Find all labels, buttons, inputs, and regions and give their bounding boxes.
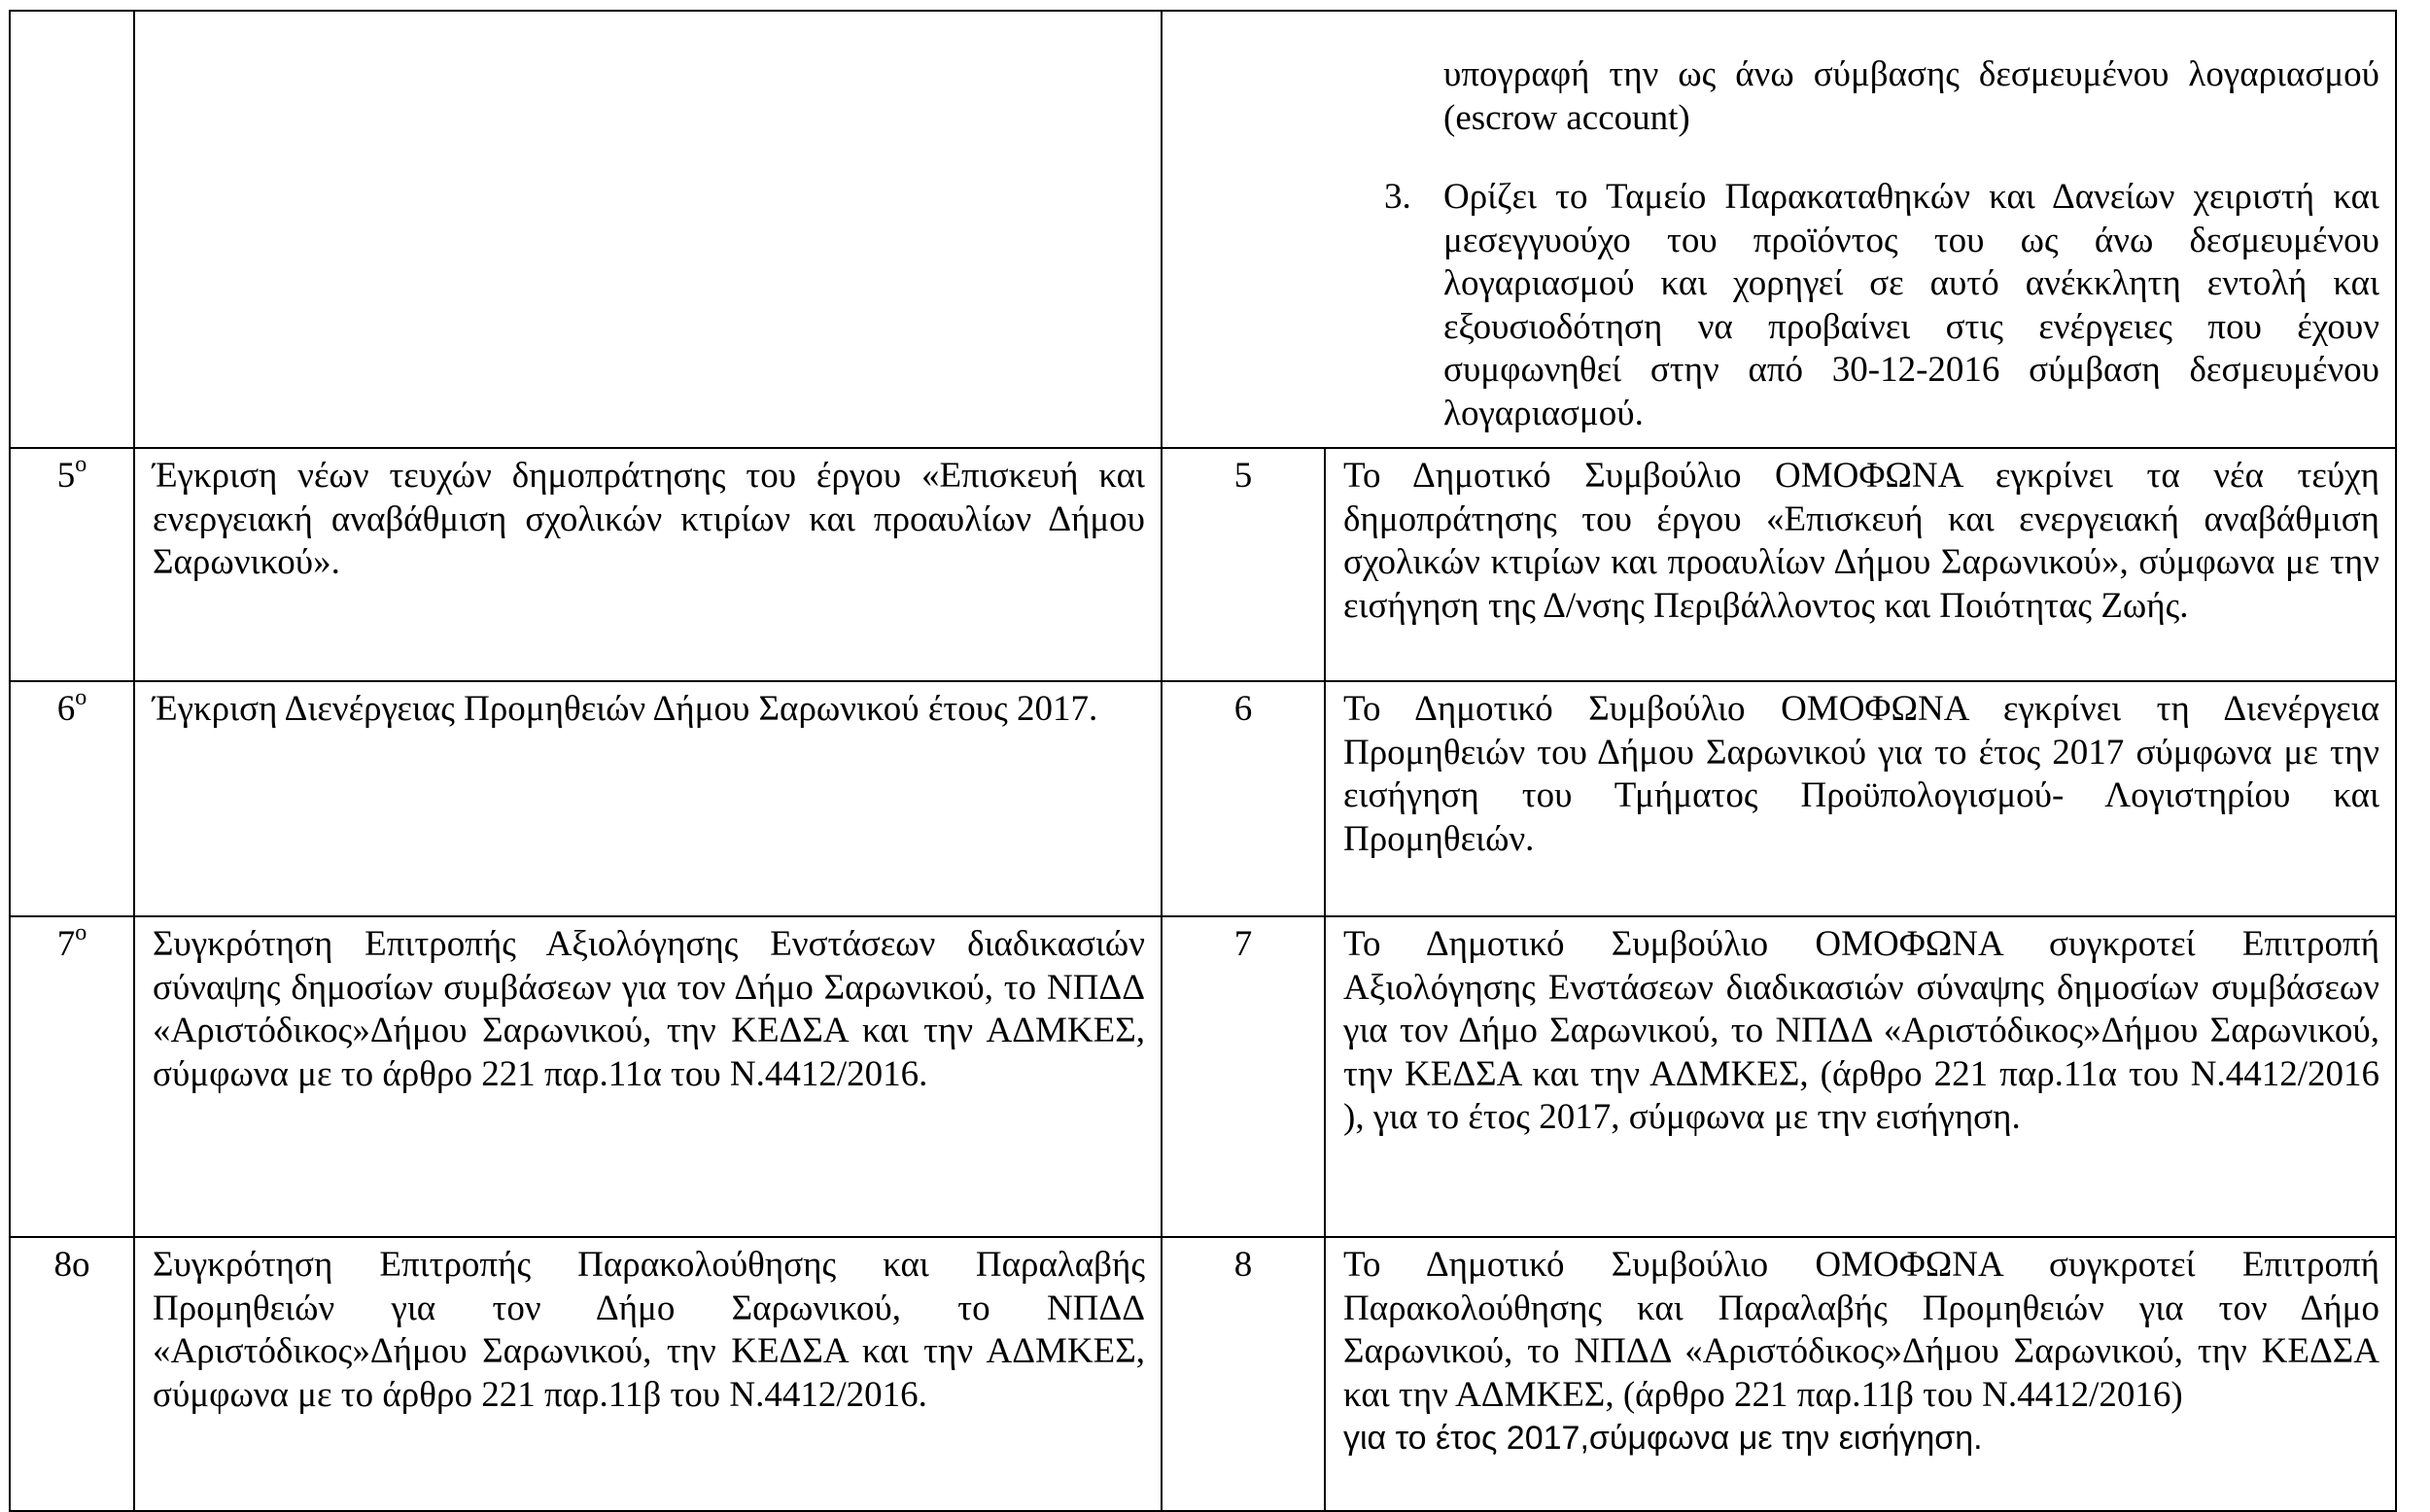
topic-number: $5^o$ (10, 448, 134, 681)
table-row-continuation (10, 11, 2396, 448)
topic-text: Συγκρότηση Επιτροπής Αξιολόγησης Ενστάσεων διαδικασιών σύναψης δημοσίων συμβάσεων για τον Δήμο Σαρωνικού, το ΝΠΔΔ «Αριστόδικος»Δήμου Σαρωνικού, την ΚΕΔΣΑ και την ΑΔΜΚΕΣ, σύμφωνα με το άρθρο 221 παρ.11α του Ν.4412/2016. (134, 916, 1162, 1237)
empty-cell (134, 11, 1162, 448)
topic-text: Έγκριση Διενέργειας Προμηθειών Δήμου Σαρωνικού έτους 2017. (134, 681, 1162, 916)
topic-text: Έγκριση νέων τευχών δημοπράτησης του έργου «Επισκευή και ενεργειακή αναβάθμιση σχολικών κτιρίων και προαυλίων Δήμου Σαρωνικού». (134, 448, 1162, 681)
decision-number: 5 (1162, 448, 1325, 681)
topic-number: 8ο (10, 1237, 134, 1511)
continuation-text: υπογραφή την ως άνω σύμβασης δεσμευμένου λογαριασμού (escrow account) (1443, 54, 2379, 138)
decision-text: Το Δημοτικό Συμβούλιο ΟΜΟΦΩΝΑ συγκροτεί Επιτροπή Αξιολόγησης Ενστάσεων διαδικασιών σύναψης δημοσίων συμβάσεων για τον Δήμο Σαρωνικού, το ΝΠΔΔ «Αριστόδικος»Δήμου Σαρωνικού, την ΚΕΔΣΑ και την ΑΔΜΚΕΣ, (άρθρο 221 παρ.11α του Ν.4412/2016 ), για το έτος 2017, σύμφωνα με την εισήγηση. (1325, 916, 2396, 1237)
table-row (10, 916, 2396, 1237)
topic-number: $7^o$ (10, 916, 134, 1237)
table-row (10, 1237, 2396, 1511)
decision-text-sans: για το έτος 2017,σύμφωνα με την εισήγηση. (1343, 1420, 1983, 1457)
topic-number: $6^o$ (10, 681, 134, 916)
decision-number: 6 (1162, 681, 1325, 916)
empty-cell (10, 11, 134, 448)
decision-number: 7 (1162, 916, 1325, 1237)
table-row (10, 681, 2396, 916)
numbered-item (1384, 176, 2379, 435)
decision-text: Το Δημοτικό Συμβούλιο ΟΜΟΦΩΝΑ εγκρίνει τα νέα τεύχη δημοπράτησης του έργου «Επισκευή και ενεργειακή αναβάθμιση σχολικών κτιρίων και προαυλίων Δήμου Σαρωνικού», σύμφωνα με την εισήγηση της Δ/νσης Περιβάλλοντος και Ποιότητας Ζωής. (1325, 448, 2396, 681)
topic-text: Συγκρότηση Επιτροπής Παρακολούθησης και Παραλαβής Προμηθειών για τον Δήμο Σαρωνικού, το ΝΠΔΔ «Αριστόδικος»Δήμου Σαρωνικού, την ΚΕΔΣΑ και την ΑΔΜΚΕΣ, σύμφωνα με το άρθρο 221 παρ.11β του Ν.4412/2016. (134, 1237, 1162, 1511)
item-number: 3. (1384, 177, 1411, 217)
continuation-cell (1162, 11, 2396, 448)
decision-text: Το Δημοτικό Συμβούλιο ΟΜΟΦΩΝΑ εγκρίνει τη Διενέργεια Προμηθειών του Δήμου Σαρωνικού για το έτος 2017 σύμφωνα με την εισήγηση του Τμήματος Προϋπολογισμού- Λογιστηρίου και Προμηθειών. (1325, 681, 2396, 916)
table-row (10, 448, 2396, 681)
minutes-table (9, 10, 2397, 1512)
decision-number: 8 (1162, 1237, 1325, 1511)
decision-text: Το Δημοτικό Συμβούλιο ΟΜΟΦΩΝΑ συγκροτεί Επιτροπή Παρακολούθησης και Παραλαβής Προμηθειών για τον Δήμο Σαρωνικού, το ΝΠΔΔ «Αριστόδικος»Δήμου Σαρωνικού, την ΚΕΔΣΑ και την ΑΔΜΚΕΣ, (άρθρο 221 παρ.11β του Ν.4412/2016) για το έτος 2017,σύμφωνα με την εισήγηση. (1325, 1237, 2396, 1511)
item-text: Ορίζει το Ταμείο Παρακαταθηκών και Δανείων χειριστή και μεσεγγυούχο του προϊόντος του ως άνω δεσμευμένου λογαριασμού και χορηγεί σε αυτό ανέκκλητη εντολή και εξουσιοδότηση να προβαίνει στις ενέργειες που έχουν συμφωνηθεί στην από 30-12-2016 σύμβαση δεσμευμένου λογαριασμού. (1443, 177, 2379, 433)
